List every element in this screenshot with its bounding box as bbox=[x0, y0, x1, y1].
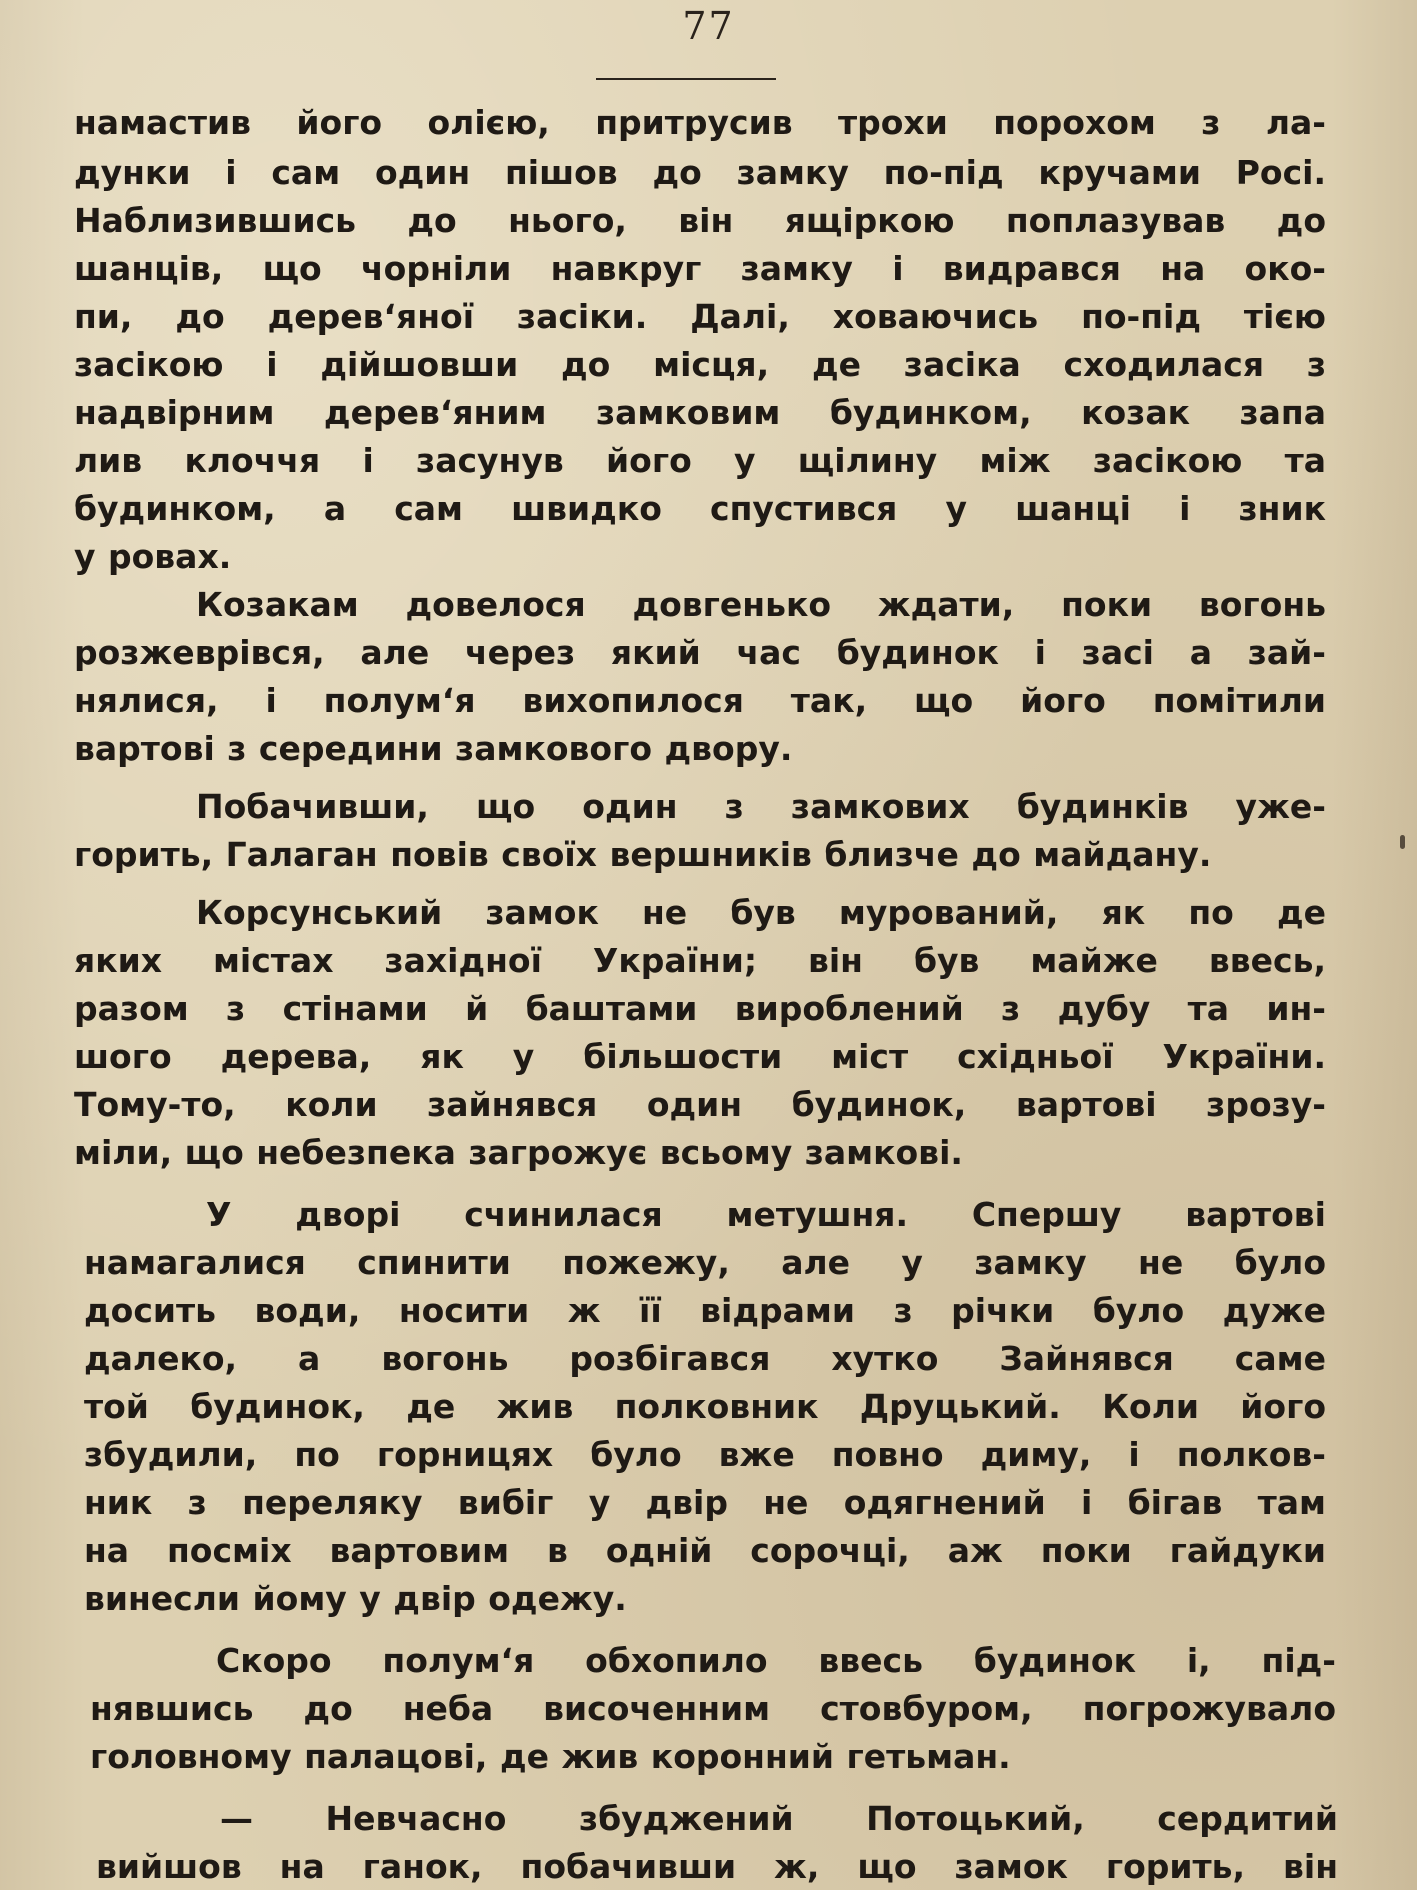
text-line: — Невчасно збуджений Потоцький, сердитий bbox=[220, 1799, 1338, 1838]
text-line: Тому-то, коли зайнявся один будинок, вартові зрозу- bbox=[74, 1085, 1326, 1124]
text-line: той будинок, де жив полковник Друцький. Коли його bbox=[84, 1387, 1326, 1426]
text-line: засікою і дійшовши до місця, де засіка сходилася з bbox=[74, 345, 1326, 384]
text-line: нялися, і полум‘я вихопилося так, що його помітили bbox=[74, 681, 1326, 720]
text-line: нявшись до неба височенним стовбуром, погрожувало bbox=[90, 1689, 1336, 1728]
text-line: разом з стінами й баштами вироблений з дубу та ин- bbox=[74, 989, 1326, 1028]
text-line: намагалися спинити пожежу, але у замку не було bbox=[84, 1243, 1326, 1282]
text-line: ник з переляку вибіг у двір не одягнений і бігав там bbox=[84, 1483, 1326, 1522]
text-line: Козакам довелося довгенько ждати, поки вогонь bbox=[196, 585, 1326, 624]
text-line: надвірним дерев‘яним замковим будинком, козак запа bbox=[74, 393, 1326, 432]
text-line: головному палацові, де жив коронний гетьман. bbox=[90, 1737, 1011, 1776]
text-line: винесли йому у двір одежу. bbox=[84, 1579, 627, 1618]
text-line: шого дерева, як у більшости міст східньої України. bbox=[74, 1037, 1326, 1076]
text-line: Побачивши, що один з замкових будинків уже- bbox=[196, 787, 1326, 826]
text-line: шанців, що чорніли навкруг замку і видрався на око- bbox=[74, 249, 1326, 288]
text-line: пи, до дерев‘яної засіки. Далі, ховаючись по-під тією bbox=[74, 297, 1326, 336]
text-line: Скоро полум‘я обхопило ввесь будинок і, під- bbox=[216, 1641, 1336, 1680]
paper-mark bbox=[1400, 835, 1405, 849]
text-line: на посміх вартовим в одній сорочці, аж поки гайдуки bbox=[84, 1531, 1326, 1570]
text-line: далеко, а вогонь розбігався хутко Зайнявся саме bbox=[84, 1339, 1326, 1378]
text-line: у ровах. bbox=[74, 537, 232, 576]
text-line: міли, що небезпека загрожує всьому замкові. bbox=[74, 1133, 963, 1172]
text-line: досить води, носити ж її відрами з річки було дуже bbox=[84, 1291, 1326, 1330]
text-line: розжеврівся, але через який час будинок і засі а зай- bbox=[74, 633, 1326, 672]
text-line: Наблизившись до нього, він ящіркою поплазував до bbox=[74, 201, 1326, 240]
text-line: лив клоччя і засунув його у щілину між засікою та bbox=[74, 441, 1326, 480]
text-line: намастив його олією, притрусив трохи порохом з ла- bbox=[74, 103, 1326, 142]
text-line: горить, Галаган повів своїх вершників близче до майдану. bbox=[74, 835, 1212, 874]
page-number: 77 bbox=[682, 4, 735, 48]
text-line: збудили, по горницях було вже повно диму, і полков- bbox=[84, 1435, 1326, 1474]
text-line: Корсунський замок не був мурований, як по де bbox=[196, 893, 1326, 932]
text-line: вартові з середини замкового двору. bbox=[74, 729, 793, 768]
text-line: будинком, а сам швидко спустився у шанці і зник bbox=[74, 489, 1326, 528]
text-line: яких містах західної України; він був майже ввесь, bbox=[74, 941, 1326, 980]
text-line: дунки і сам один пішов до замку по-під кручами Росі. bbox=[74, 153, 1326, 192]
text-line: вийшов на ганок, побачивши ж, що замок горить, він bbox=[96, 1847, 1338, 1886]
text-line: У дворі счинилася метушня. Спершу вартові bbox=[206, 1195, 1326, 1234]
